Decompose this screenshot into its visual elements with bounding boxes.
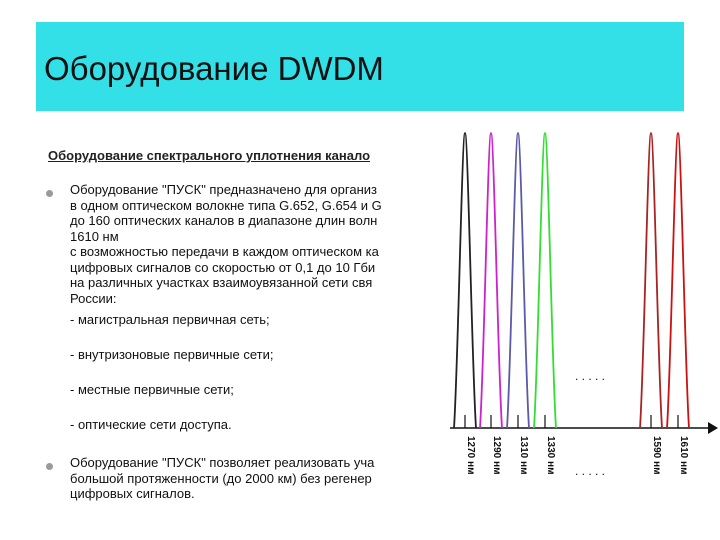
spectrum-svg	[450, 128, 720, 540]
channel-peak-1310	[507, 133, 529, 428]
dots-upper: . . . . .	[575, 369, 606, 383]
bullet2-line: Оборудование "ПУСК" позволяет реализовать уча	[70, 455, 375, 470]
wavelength-label: 1610 нм	[678, 436, 689, 475]
list-item: - оптические сети доступа.	[70, 417, 232, 432]
bullet1-line: 1610 нм	[70, 228, 119, 244]
dots-lower: . . . . .	[575, 464, 606, 478]
bullet1-line: на различных участках взаимоувязанной сети свя	[70, 275, 373, 290]
bullet1-line: цифровых сигналов со скоростью от 0,1 до 10 Гби	[70, 259, 376, 275]
bullet1-line: в одном оптическом волокне типа G.652, G.654 и G	[70, 197, 382, 213]
list-item: - местные первичные сети;	[70, 382, 234, 397]
bullet2-line: большой протяженности (до 2000 км) без регенер	[70, 470, 372, 486]
bullet1-line: до 160 оптических каналов в диапазоне длин волн	[70, 213, 378, 228]
slide-title: Оборудование DWDM	[44, 50, 384, 87]
axis-ticks	[465, 415, 678, 428]
list-item: - магистральная первичная сеть;	[70, 312, 270, 327]
bullet1-line: России:	[70, 290, 117, 306]
bullet2-text	[70, 455, 374, 502]
channel-peak-1330	[534, 133, 556, 428]
wavelength-label: 1590 нм	[651, 436, 662, 475]
channel-peak-1290	[480, 133, 502, 428]
dwdm-spectrum-diagram	[450, 128, 720, 540]
bullet1-line: Оборудование "ПУСК" предназначено для организ	[70, 182, 377, 197]
bullet-dot-2	[46, 463, 53, 470]
bullet2-line: цифровых сигналов.	[70, 486, 195, 501]
bullet-dot-1	[46, 190, 53, 197]
wavelength-label: 1290 нм	[491, 436, 502, 475]
wavelength-label: 1330 нм	[545, 436, 556, 475]
wavelength-label: 1310 нм	[518, 436, 529, 475]
channel-peak-1590	[640, 133, 662, 428]
channel-peak-1610	[667, 133, 689, 428]
subheading: Оборудование спектрального уплотнения канало	[48, 148, 371, 163]
bullet1-line: с возможностью передачи в каждом оптическом ка	[70, 244, 379, 259]
axis-arrow	[708, 422, 718, 434]
channel-peaks	[454, 133, 689, 428]
wavelength-label: 1270 нм	[465, 436, 476, 475]
list-item: - внутризоновые первичные сети;	[70, 347, 274, 362]
bullet1-text	[70, 182, 382, 306]
channel-peak-1270	[454, 133, 476, 428]
